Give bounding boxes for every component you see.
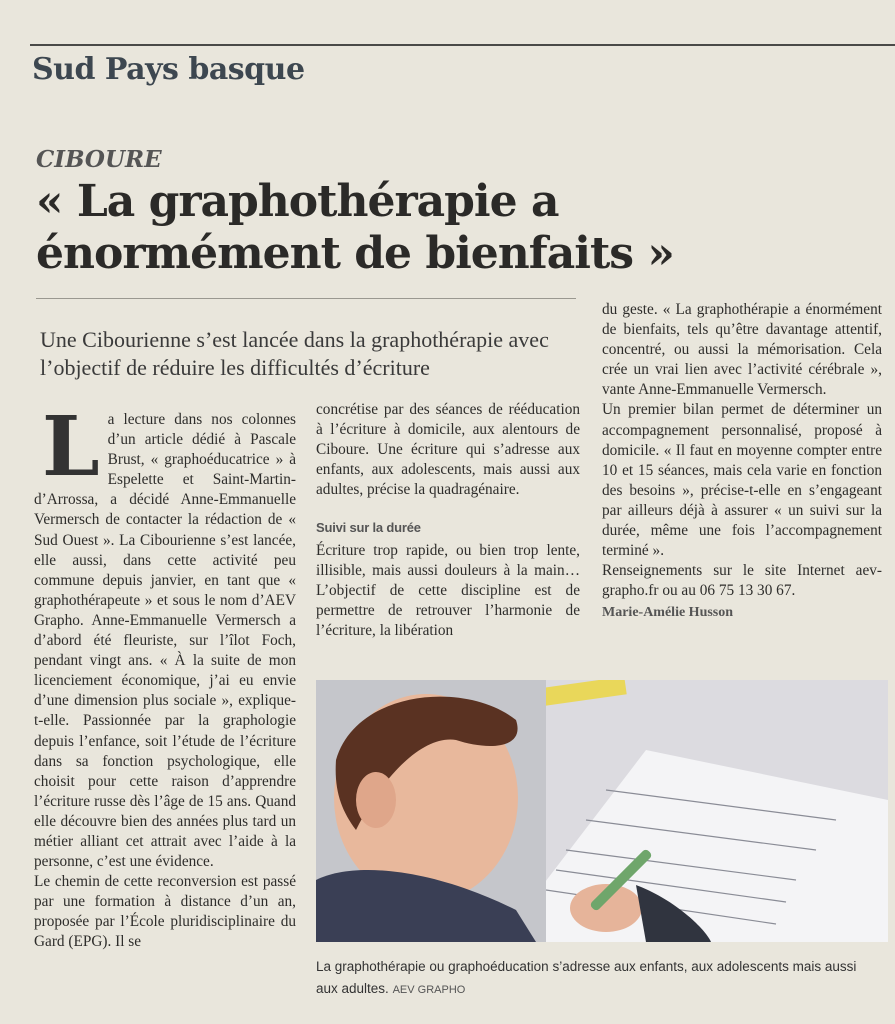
photo-caption (316, 956, 876, 1001)
top-rule (30, 44, 895, 46)
article-column-3 (602, 300, 882, 624)
standfirst: Une Cibourienne s’est lancée dans la graphothérapie avec l’objectif de réduire les difficultés d’écriture (40, 327, 549, 380)
section-title: Sud Pays basque (32, 52, 305, 87)
paragraph: Un premier bilan permet de déterminer un accompagnement personnalisé, proposé à domicile. « Il faut en moyenne compter entre 10 et 15 séances, mais cela varie en fonction des besoins », précise-t-elle en s’engageant par ailleurs déjà à assurer « un suivi sur la durée, même une fois l’accompagnement terminé ». (602, 401, 882, 560)
headline-rule (36, 298, 576, 299)
headline: « La graphothérapie a énormément de bienfaits » (36, 176, 674, 279)
article-column-1 (34, 399, 296, 953)
paragraph: Le chemin de cette reconversion est passé par une formation à distance d’un an, proposée par l’École pluridisciplinaire du Gard (EPG). Il se (34, 873, 296, 951)
paragraph: Écriture trop rapide, ou bien trop lente, illisible, mais aussi douleurs à la main… L’objectif de cette discipline est de permettre de retrouver l’harmonie de l’écriture, la libération (316, 541, 580, 639)
paragraph: Renseignements sur le site Internet aev-grapho.fr ou au 06 75 13 30 67. (602, 562, 882, 600)
paragraph: concrétise par des séances de rééducation à l’écriture à domicile, aux alentours de Ciboure. Une écriture qui s’adresse aux enfants, aux adolescents, mais aussi aux adultes, précise la quadragénaire. (316, 401, 580, 499)
photo-credit: AEV GRAPHO (392, 984, 466, 996)
child-writing-illustration (316, 680, 888, 942)
paragraph: du geste. « La graphothérapie a énormément de bienfaits, tels qu’être davantage attentif, concentré, ou aussi la mémorisation. Cela crée un vrai lien avec l’activité cérébrale », vante Anne-Emmanuelle Vermersch. (602, 301, 882, 399)
byline: Marie-Amélie Husson (602, 605, 734, 621)
caption-text: La graphothérapie ou graphoéducation s’adresse aux enfants, aux adolescents mais aussi aux adultes. (316, 959, 857, 996)
article-column-2 (316, 400, 580, 641)
drop-cap: L (42, 399, 100, 495)
paragraph: a lecture dans nos colonnes d’un article dédié à Pascale Brust, « graphoéducatrice » à Espelette et Saint-Martin-d’Arrossa, a décidé Anne-Emmanuelle Vermersch de contacter la rédaction de « Sud Ouest ». La Cibourienne s’est lancée, elle aussi, dans cette activité peu commune depuis janvier, en tant que « graphothérapeute » et sous le nom d’AEV Grapho. Anne-Emmanuelle Vermersch a d’abord été fleuriste, sur l’îlot Foch, pendant vingt ans. « À la suite de mon licenciement économique, j’ai eu envie d’une dimension plus sociale », explique-t-elle. Passionnée par la graphologie depuis l’enfance, soit l’étude de l’écriture dans sa fonction psychologique, elle choisit pour cette raison d’apprendre l’écriture russe dès l’âge de 15 ans. Quand elle découvre bien des années plus tard un métier alliant cet attrait avec l’aide à la personne, c’est une évidence. (34, 411, 296, 871)
subheading: Suivi sur la durée (316, 520, 421, 536)
article-photo (316, 680, 888, 942)
location-kicker: CIBOURE (36, 146, 162, 173)
